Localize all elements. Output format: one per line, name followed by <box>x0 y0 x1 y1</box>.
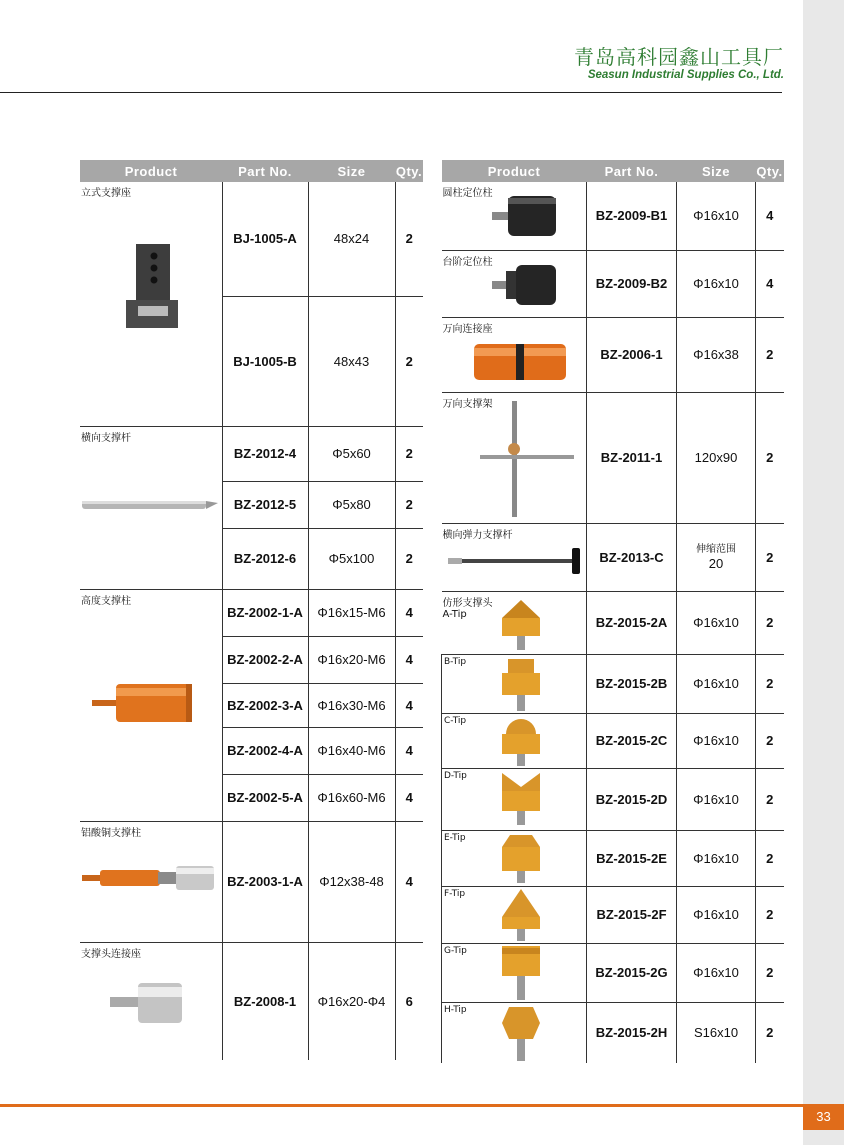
product-name: 铝酸铜支撑柱 <box>81 827 141 839</box>
qty-value: 2 <box>756 591 784 654</box>
qty-value: 2 <box>756 392 784 523</box>
table-row <box>442 591 784 654</box>
table-row <box>80 589 423 636</box>
product-cell <box>442 830 587 886</box>
size-value: Φ5x80 <box>308 481 395 528</box>
tip-label: A-Tip <box>442 608 467 620</box>
product-cell <box>442 943 587 1002</box>
size-value: Φ16x15-M6 <box>308 589 395 636</box>
col-product: Product <box>442 160 587 182</box>
part-number: BZ-2011-1 <box>587 392 677 523</box>
product-cell <box>442 250 587 317</box>
page-number: 33 <box>803 1104 844 1130</box>
header-divider <box>0 92 782 93</box>
product-cell <box>442 713 587 768</box>
part-number: BZ-2008-1 <box>222 942 308 1060</box>
tip-h-image <box>498 1005 544 1063</box>
part-number: BJ-1005-A <box>222 182 308 296</box>
size-value: Φ16x10 <box>677 830 756 886</box>
part-number: BZ-2002-4-A <box>222 727 308 774</box>
qty-value: 4 <box>395 774 423 821</box>
table-row <box>442 886 784 943</box>
part-number: BZ-2015-2C <box>587 713 677 768</box>
tip-label: G-Tip <box>444 945 467 956</box>
size-value: Φ16x38 <box>677 317 756 392</box>
product-name: 万向支撑架 <box>442 398 493 410</box>
size-value: 120x90 <box>677 392 756 523</box>
table-row <box>442 182 784 250</box>
part-number: BZ-2012-5 <box>222 481 308 528</box>
footer-rule <box>0 1104 803 1107</box>
right-product-table <box>441 160 784 1063</box>
part-number: BZ-2012-6 <box>222 528 308 589</box>
product-cell <box>80 589 222 821</box>
tip-label: E-Tip <box>444 832 466 843</box>
table-row <box>442 523 784 591</box>
size-value: Φ16x10 <box>677 591 756 654</box>
table-header <box>80 160 423 182</box>
horizontal-rod-image <box>80 495 220 515</box>
product-name: 横向弹力支撑杆 <box>442 529 513 541</box>
table-row <box>80 426 423 481</box>
part-number: BZ-2015-2G <box>587 943 677 1002</box>
size-value: Φ16x60-M6 <box>308 774 395 821</box>
part-number: BZ-2015-2H <box>587 1002 677 1063</box>
tip-label: B-Tip <box>444 656 467 667</box>
part-number: BZ-2015-2D <box>587 768 677 830</box>
page-sidebar <box>803 0 844 1145</box>
size-value: Φ5x60 <box>308 426 395 481</box>
table-row <box>442 392 784 523</box>
tip-b-image <box>498 657 544 713</box>
size-value: Φ16x10 <box>677 182 756 250</box>
product-name: 支撑头连接座 <box>81 948 141 960</box>
size-value: S16x10 <box>677 1002 756 1063</box>
qty-value: 2 <box>395 296 423 426</box>
product-cell <box>442 654 587 713</box>
col-qty: Qty. <box>395 160 423 182</box>
qty-value: 2 <box>756 830 784 886</box>
left-product-table <box>80 160 423 1060</box>
part-number: BZ-2015-2E <box>587 830 677 886</box>
part-number: BZ-2003-1-A <box>222 821 308 942</box>
company-brand <box>574 46 784 82</box>
company-name-cn: 青岛高科园鑫山工具厂 <box>574 45 784 69</box>
table-row <box>442 250 784 317</box>
qty-value: 2 <box>395 481 423 528</box>
universal-frame-image <box>478 399 578 519</box>
product-cell <box>80 182 222 426</box>
tip-label: D-Tip <box>444 770 467 781</box>
height-support-image <box>90 678 210 728</box>
spring-rod-image <box>444 544 586 578</box>
qty-value: 2 <box>756 317 784 392</box>
col-qty: Qty. <box>756 160 784 182</box>
size-value: 48x24 <box>308 182 395 296</box>
col-product: Product <box>80 160 222 182</box>
table-row <box>442 830 784 886</box>
product-name: 横向支撑杆 <box>81 432 131 444</box>
product-cell <box>80 942 222 1060</box>
qty-value: 2 <box>756 886 784 943</box>
table-row <box>442 768 784 830</box>
size-value: Φ16x10 <box>677 250 756 317</box>
size-value: Φ16x10 <box>677 943 756 1002</box>
product-cell <box>442 182 587 250</box>
qty-value: 2 <box>756 713 784 768</box>
table-row <box>80 182 423 296</box>
col-size: Size <box>308 160 395 182</box>
size-value: Φ16x10 <box>677 768 756 830</box>
size-value: Φ16x10 <box>677 713 756 768</box>
part-number: BZ-2002-5-A <box>222 774 308 821</box>
table-row <box>442 943 784 1002</box>
size-value: 48x43 <box>308 296 395 426</box>
part-number: BZ-2009-B2 <box>587 250 677 317</box>
part-number: BZ-2002-2-A <box>222 636 308 683</box>
size-value: Φ16x30-M6 <box>308 683 395 727</box>
tip-c-image <box>498 716 544 768</box>
copper-support-image <box>80 860 220 900</box>
qty-value: 2 <box>395 182 423 296</box>
qty-value: 4 <box>395 683 423 727</box>
part-number: BZ-2013-C <box>587 523 677 591</box>
qty-value: 4 <box>395 727 423 774</box>
tip-a-image <box>498 598 544 652</box>
qty-value: 2 <box>756 768 784 830</box>
table-row <box>80 942 423 1060</box>
table-row <box>442 654 784 713</box>
qty-value: 2 <box>395 528 423 589</box>
tip-e-image <box>498 833 544 885</box>
vertical-support-image <box>122 242 182 332</box>
col-part-no: Part No. <box>222 160 308 182</box>
size-value: Φ16x10 <box>677 654 756 713</box>
table-row <box>80 821 423 942</box>
qty-value: 6 <box>395 942 423 1060</box>
table-row <box>442 1002 784 1063</box>
tip-f-image <box>498 887 544 943</box>
product-cell <box>442 591 587 654</box>
product-name: 仿形支撑头 <box>442 597 493 609</box>
qty-value: 4 <box>756 182 784 250</box>
table-row <box>442 317 784 392</box>
product-name: 台阶定位柱 <box>442 256 493 268</box>
qty-value: 2 <box>756 523 784 591</box>
qty-value: 4 <box>395 821 423 942</box>
company-name-en: Seasun Industrial Supplies Co., Ltd. <box>587 69 784 81</box>
qty-value: 2 <box>756 943 784 1002</box>
qty-value: 2 <box>756 1002 784 1063</box>
product-cell <box>442 768 587 830</box>
qty-value: 4 <box>395 636 423 683</box>
step-locator-image <box>490 261 560 313</box>
part-number: BZ-2015-2B <box>587 654 677 713</box>
part-number: BZ-2009-B1 <box>587 182 677 250</box>
size-value: Φ16x20-M6 <box>308 636 395 683</box>
product-cell <box>442 317 587 392</box>
part-number: BJ-1005-B <box>222 296 308 426</box>
product-name: 圆柱定位柱 <box>442 188 493 199</box>
tip-label: H-Tip <box>444 1004 467 1015</box>
tip-label: F-Tip <box>444 888 466 899</box>
product-cell <box>442 392 587 523</box>
product-name: 高度支撑柱 <box>81 595 131 607</box>
size-value: Φ12x38-48 <box>308 821 395 942</box>
qty-value: 2 <box>395 426 423 481</box>
product-cell <box>442 886 587 943</box>
qty-value: 2 <box>756 654 784 713</box>
size-value: Φ16x20-Φ4 <box>308 942 395 1060</box>
part-number: BZ-2002-1-A <box>222 589 308 636</box>
size-number: 20 <box>708 555 724 571</box>
size-value: Φ16x40-M6 <box>308 727 395 774</box>
size-label: 伸缩范围 <box>696 543 736 555</box>
tip-g-image <box>498 944 544 1002</box>
product-cell <box>442 1002 587 1063</box>
product-cell <box>80 426 222 589</box>
size-value <box>677 523 756 591</box>
tip-d-image <box>498 771 544 827</box>
table-header <box>442 160 784 182</box>
col-size: Size <box>677 160 756 182</box>
product-name: 万向连接座 <box>442 323 493 335</box>
part-number: BZ-2002-3-A <box>222 683 308 727</box>
universal-connector-image <box>470 340 570 386</box>
connector-seat-image <box>108 979 198 1029</box>
qty-value: 4 <box>395 589 423 636</box>
part-number: BZ-2012-4 <box>222 426 308 481</box>
part-number: BZ-2015-2A <box>587 591 677 654</box>
size-value: Φ5x100 <box>308 528 395 589</box>
qty-value: 4 <box>756 250 784 317</box>
product-cell <box>442 523 587 591</box>
tip-label: C-Tip <box>444 715 467 726</box>
part-number: BZ-2006-1 <box>587 317 677 392</box>
size-value: Φ16x10 <box>677 886 756 943</box>
cylinder-locator-image <box>490 192 560 244</box>
product-name: 立式支撑座 <box>81 188 131 199</box>
table-row <box>442 713 784 768</box>
col-part-no: Part No. <box>587 160 677 182</box>
product-cell <box>80 821 222 942</box>
part-number: BZ-2015-2F <box>587 886 677 943</box>
